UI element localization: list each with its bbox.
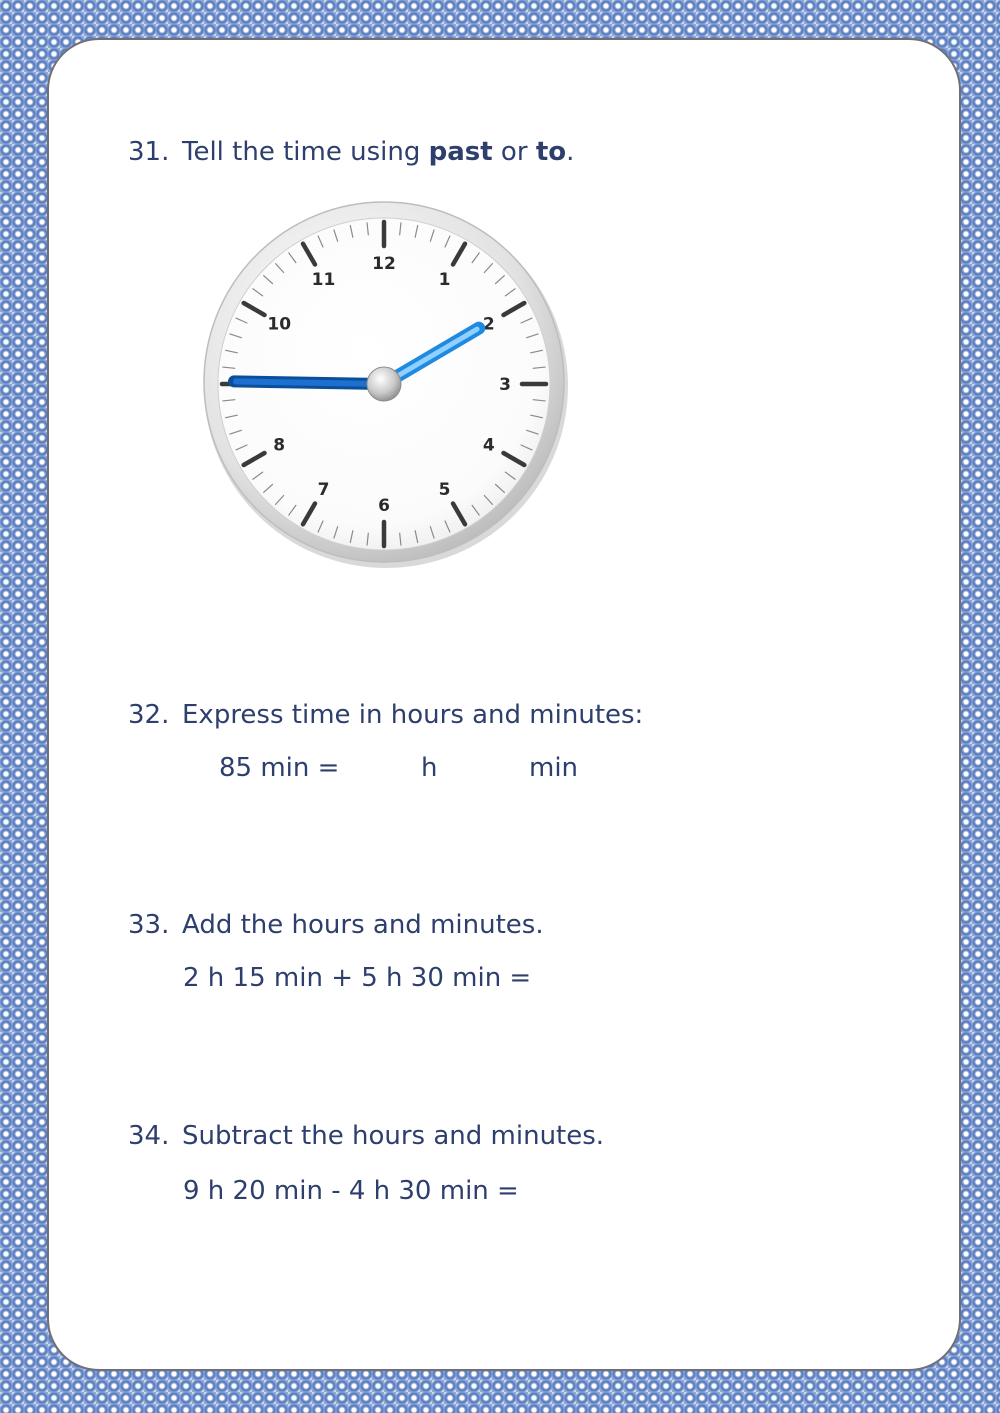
clock-numeral-4: 4: [482, 435, 495, 456]
question-text-or: or: [492, 137, 536, 167]
question-text: Add the hours and minutes.: [182, 910, 544, 940]
question-text-period: .: [566, 137, 575, 167]
q32-expression: 85 min =: [219, 753, 340, 783]
question-text: Tell the time using: [182, 137, 429, 167]
clock-numeral-8: 8: [273, 435, 286, 456]
clock-numeral-7: 7: [317, 479, 330, 500]
question-number: 33.: [128, 910, 170, 940]
clock-numeral-12: 12: [372, 254, 396, 274]
minute-hand-highlight: [236, 381, 384, 384]
clock-numeral-3: 3: [499, 375, 511, 395]
question-number: 31.: [128, 137, 170, 167]
keyword-past: past: [428, 137, 493, 167]
clock-numeral-1: 1: [438, 270, 451, 291]
clock-numeral-10: 10: [267, 314, 292, 335]
question-34: [128, 1120, 604, 1152]
question-number: 34.: [128, 1121, 170, 1151]
clock-numeral-5: 5: [438, 479, 451, 500]
question-text: Subtract the hours and minutes.: [182, 1121, 605, 1151]
q32-unit-minutes: min: [529, 753, 579, 783]
question-32: [128, 699, 643, 731]
question-33: [128, 909, 544, 941]
q34-expression: 9 h 20 min - 4 h 30 min =: [183, 1176, 519, 1206]
question-number: 32.: [128, 700, 170, 730]
clock-numeral-6: 6: [378, 496, 390, 516]
question-31: [128, 136, 574, 168]
q33-expression: 2 h 15 min + 5 h 30 min =: [183, 963, 532, 993]
clock-numeral-11: 11: [311, 270, 336, 291]
analog-clock: [196, 196, 576, 576]
question-text: Express time in hours and minutes:: [182, 700, 644, 730]
clock-numeral-2: 2: [482, 314, 495, 335]
keyword-to: to: [535, 137, 567, 167]
clock-center-cap: [367, 367, 401, 401]
q32-unit-hours: h: [421, 753, 438, 783]
